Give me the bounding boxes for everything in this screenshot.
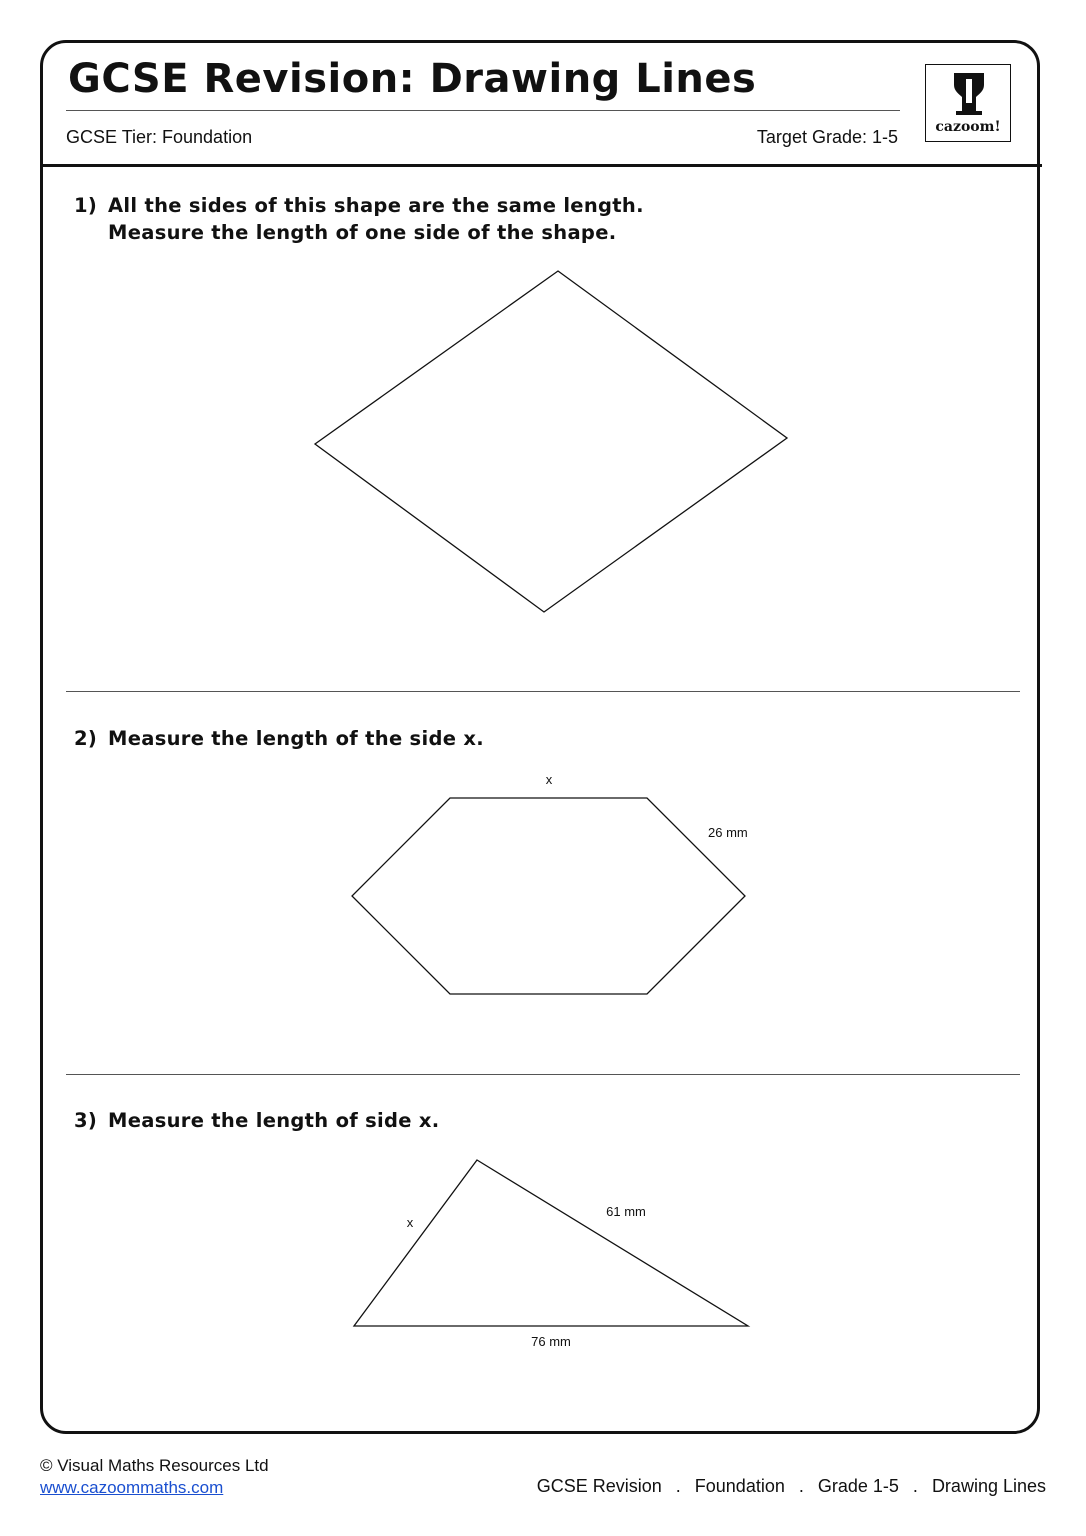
footer-crumb-tier: Foundation — [694, 1476, 785, 1496]
logo-wordmark: cazoom! — [935, 119, 1001, 135]
question-3-number: 3) — [74, 1109, 98, 1132]
page-title: GCSE Revision: Drawing Lines — [68, 56, 757, 102]
question-2-line1: Measure the length of the side x. — [108, 727, 484, 750]
question-3 — [74, 1107, 440, 1134]
divider-1 — [66, 691, 1020, 692]
question-2 — [74, 725, 484, 752]
triangle-label-x: x — [406, 1215, 414, 1230]
question-1-line1: All the sides of this shape are the same length. — [108, 194, 644, 217]
question-1-number: 1) — [74, 194, 98, 217]
website-link[interactable]: www.cazoommaths.com — [40, 1478, 224, 1497]
question-2-number: 2) — [74, 727, 98, 750]
footer-crumb-grade: Grade 1-5 — [817, 1476, 899, 1496]
footer-separator: . — [912, 1476, 918, 1496]
rhombus-shape — [315, 271, 787, 612]
divider-2 — [66, 1074, 1020, 1075]
footer-separator: . — [798, 1476, 804, 1496]
hexagon-label-x: x — [545, 772, 553, 787]
target-grade-label: Target Grade: 1-5 — [756, 127, 898, 147]
footer-crumb-revision: GCSE Revision — [536, 1476, 662, 1496]
hexagon-label-side: 26 mm — [708, 825, 748, 840]
tier-label: GCSE Tier: Foundation — [66, 127, 253, 147]
copyright-text: © Visual Maths Resources Ltd — [40, 1456, 269, 1475]
footer-crumb-topic: Drawing Lines — [931, 1476, 1046, 1496]
triangle-label-hypotenuse: 61 mm — [606, 1204, 646, 1219]
hexagon-shape — [352, 798, 745, 994]
triangle-label-base: 76 mm — [531, 1334, 571, 1349]
footer-separator: . — [675, 1476, 681, 1496]
footer-left — [40, 1455, 269, 1499]
triangle-shape — [354, 1160, 748, 1326]
question-1-line2: Measure the length of one side of the shape. — [108, 221, 617, 244]
question-3-line1: Measure the length of side x. — [108, 1109, 440, 1132]
footer-breadcrumb — [537, 1476, 1046, 1497]
